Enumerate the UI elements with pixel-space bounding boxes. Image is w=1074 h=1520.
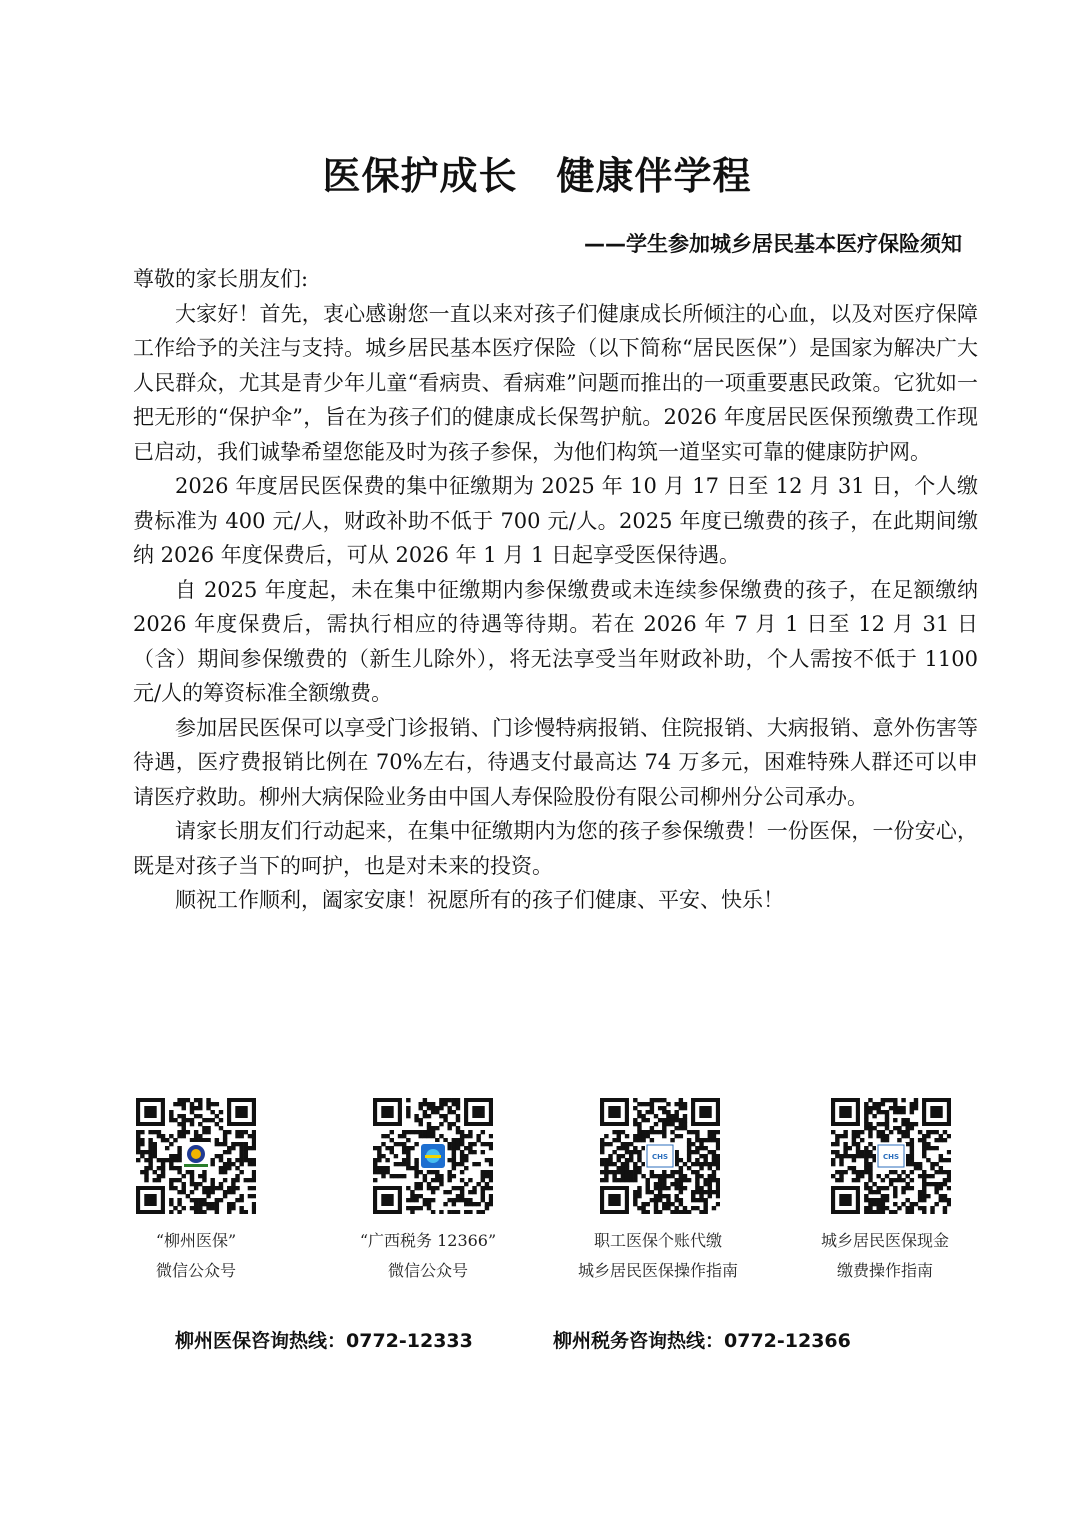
qr-logo-icon [182,1142,210,1170]
paragraph: 顺祝工作顺利，阖家安康！祝愿所有的孩子们健康、平安、快乐！ [175,888,784,912]
page-subtitle: ——学生参加城乡居民基本医疗保险须知 [584,232,962,256]
qr-code-icon[interactable] [136,1098,256,1214]
paragraph: 参加居民医保可以享受门诊报销、门诊慢特病报销、住院报销、大病报销、意外伤害等待遇，医疗费报销比例在 70%左右，待遇支付最高达 74 万多元，困难特殊人群还可以申请医疗救助。柳州大病保险业务由中国人寿保险股份有限公司柳州分公司承办。 [133,715,978,809]
paragraph: 请家长朋友们行动起来，在集中征缴期内为您的孩子参保缴费！一份医保，一份安心，既是对孩子当下的呵护，也是对未来的投资。 [133,819,978,878]
qr-code-row [0,1098,1074,1298]
paragraph: 自 2025 年度起，未在集中征缴期内参保缴费或未连续参保缴费的孩子，在足额缴纳 2026 年度保费后，需执行相应的待遇等待期。若在 2026 年 7 月 1 日至 12 月 31 日（含）期间参保缴费的（新生儿除外），将无法享受当年财政补助，个人需按不低于 1100 元/人的筹资标准全额缴费。 [133,577,978,705]
greeting: 尊敬的家长朋友们: [133,267,309,291]
qr-caption: 城乡居民医保现金 缴费操作指南 [820,1231,949,1280]
svg-text:CHS: CHS [651,1153,669,1161]
medical-hotline: 柳州医保咨询热线：0772-12333 [175,1330,473,1352]
qr-caption: 职工医保个账代缴 城乡居民医保操作指南 [577,1231,738,1280]
qr-caption: “柳州医保” 微信公众号 [155,1231,237,1280]
svg-text:CHS: CHS [882,1153,900,1161]
qr-logo-icon [419,1142,447,1170]
page-title: 医保护成长 健康伴学程 [322,153,752,198]
qr-code-icon[interactable] [600,1098,720,1214]
paragraph: 2026 年度居民医保费的集中征缴期为 2025 年 10 月 17 日至 12 月 31 日，个人缴费标准为 400 元/人，财政补助不低于 700 元/人。2025 年度已缴费的孩子，在此期间缴纳 2026 年度保费后，可从 2026 年 1 月 1 日起享受医保待遇。 [133,474,978,567]
qr-code-icon[interactable] [831,1098,951,1214]
qr-logo-icon [645,1143,675,1169]
notice-body [133,262,978,918]
qr-code-icon[interactable] [373,1098,493,1214]
qr-logo-icon [876,1143,906,1169]
paragraph: 大家好！首先，衷心感谢您一直以来对孩子们健康成长所倾注的心血，以及对医疗保障工作给予的关注与支持。城乡居民基本医疗保险（以下简称“居民医保”）是国家为解决广大人民群众，尤其是青少年儿童“看病贵、看病难”问题而推出的一项重要惠民政策。它犹如一把无形的“保护伞”，旨在为孩子们的健康成长保驾护航。2026 年度居民医保预缴费工作现已启动，我们诚挚希望您能及时为孩子参保，为他们构筑一道坚实可靠的健康防护网。 [133,301,978,464]
qr-caption: “广西税务 12366” 微信公众号 [359,1231,497,1280]
tax-hotline: 柳州税务咨询热线：0772-12366 [553,1330,851,1352]
